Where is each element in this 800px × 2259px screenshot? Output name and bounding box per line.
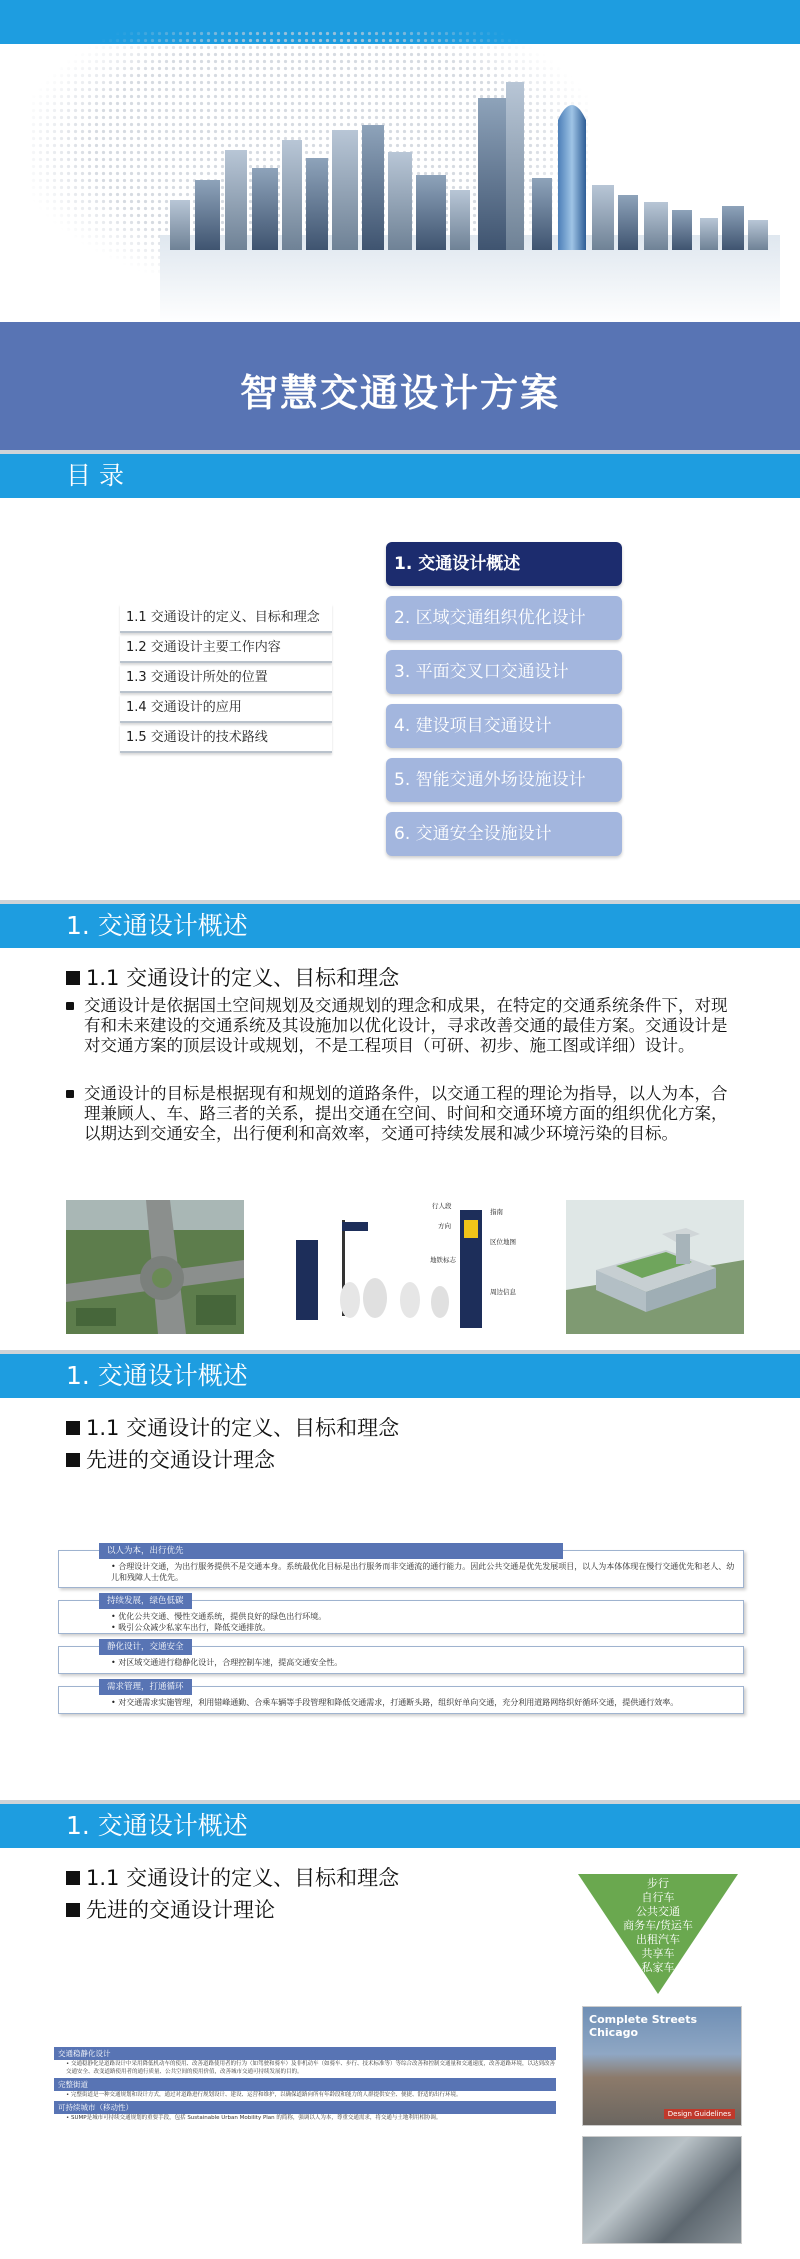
toc-slide: [0, 454, 800, 900]
concept-card-tag: 以人为本，出行优先: [99, 1543, 563, 1559]
concept-card-text: • 合理设计交通，为出行服务提供不是交通本身。系统最优化目标是出行服务而非交通流的通行能力。因此公共交通是优先发展项目，以人为本体体现在慢行交通优先和老人、幼儿和残障人士优先。: [111, 1562, 735, 1582]
section-header-label: 1. 交通设计概述: [66, 1361, 248, 1390]
toc-subsection-list: [120, 604, 332, 754]
concept-card: [58, 1682, 744, 1714]
concept-cards: [58, 1546, 744, 1721]
overview-slide-concepts: [0, 1354, 800, 1800]
toc-chapter-button[interactable]: 2. 区域交通组织优化设计: [386, 596, 622, 640]
toc-header-label: 目 录: [66, 461, 124, 490]
street-crowd-photo: [582, 2136, 742, 2244]
section-header-label: 1. 交通设计概述: [66, 1811, 248, 1840]
toc-subitem[interactable]: 1.3 交通设计所处的位置: [120, 664, 332, 693]
presentation-title: 智慧交通设计方案: [239, 371, 560, 415]
overview-slide-theory: [0, 1804, 800, 2259]
sign-label: 方向: [438, 1222, 451, 1230]
transport-priority-pyramid: [578, 1874, 738, 1976]
photo-subcaption: Design Guidelines: [664, 2109, 735, 2119]
toc-chapter-list: [386, 542, 622, 866]
concept-card-text: • 对交通需求实施管理，利用错峰通勤、合乘车辆等手段管理和降低交通需求，打通断头路，组织好单向交通，充分利用道路网络织好循环交通，提供通行效率。: [111, 1698, 679, 1707]
theory-text: • 交通稳静化是道路设计中采用降低机动车的使用、改善道路使用者的行为（如驾驶和骑车）及非机动车（如骑车、步行、技术标准等）等综合改善和控制交通量和交通速度，改善道路环境，以达到改善交通安全、改变道路使用者的通行质量、公共空间的使用价值，改善城市交通可持续发展的目的。: [66, 2061, 555, 2075]
pyramid-labels: [578, 1874, 738, 1976]
theory-bar: 可持续城市（移动性）: [54, 2101, 556, 2114]
intersection-aerial-image: [66, 1200, 244, 1334]
pyramid-level: 共享车: [641, 1947, 675, 1960]
concept-card: [58, 1546, 744, 1588]
toc-subitem[interactable]: 1.2 交通设计主要工作内容: [120, 634, 332, 663]
section-header: [0, 1354, 800, 1398]
building-rendering-image: [566, 1200, 744, 1334]
theory-text: • SUMP是城市可持续交通规划的重要手段，包括 Sustainable Urban Mobility Plan 的简称，强调以人为本，尊重交通需求，将交通与土地利用相协调。: [66, 2115, 442, 2121]
toc-subitem[interactable]: 1.1 交通设计的定义、目标和理念: [120, 604, 332, 633]
complete-streets-photo: [582, 2006, 742, 2126]
theory-list: [54, 2045, 556, 2122]
section-subtitle: 1.1 交通设计的定义、目标和理念: [66, 1862, 399, 1892]
sign-label: 周边信息: [490, 1288, 516, 1296]
sign-label: 指南: [490, 1208, 503, 1216]
pyramid-level: 公共交通: [636, 1905, 680, 1918]
pyramid-level: 私家车: [641, 1961, 675, 1974]
section-subtitle: 1.1 交通设计的定义、目标和理念: [66, 962, 399, 992]
sign-label: 地铁标志: [430, 1256, 456, 1264]
section-subtitle: 先进的交通设计理论: [66, 1894, 275, 1924]
toc-chapter-button[interactable]: 3. 平面交叉口交通设计: [386, 650, 622, 694]
concept-card: [58, 1642, 744, 1674]
section-header-label: 1. 交通设计概述: [66, 911, 248, 940]
concept-card-tag: 静化设计，交通安全: [99, 1639, 192, 1655]
toc-subitem[interactable]: 1.5 交通设计的技术路线: [120, 724, 332, 753]
concept-card-tag: 需求管理，打通循环: [99, 1679, 192, 1695]
concept-card-text: • 优化公共交通、慢性交通系统，提供良好的绿色出行环境。 • 吸引公众减少私家车出行，降低交通排放。: [111, 1612, 327, 1632]
theory-text: • 完整街道是一种交通规划和设计方式，通过对道路进行规划设计、建设、运营和维护，以确保道路向所有年龄段和能力的人群提供安全、便捷、舒适的出行环境。: [66, 2092, 462, 2098]
toc-chapter-button[interactable]: 6. 交通安全设施设计: [386, 812, 622, 856]
pyramid-level: 自行车: [641, 1891, 675, 1904]
section-header: [0, 1804, 800, 1848]
theory-bar: 交通稳静化设计: [54, 2047, 556, 2060]
photo-caption: Complete Streets Chicago: [589, 2013, 698, 2039]
sign-label: 行人段: [432, 1202, 452, 1210]
definition-paragraph: 交通设计是依据国土空间规划及交通规划的理念和成果，在特定的交通系统条件下，对现有和未来建设的交通系统及其设施加以优化设计，寻求改善交通的最佳方案。交通设计是对交通方案的顶层设计或规划，不是工程项目（可研、初步、施工图或详细）设计。: [84, 996, 734, 1056]
toc-subitem[interactable]: 1.4 交通设计的应用: [120, 694, 332, 723]
city-skyline-image: [160, 80, 780, 250]
section-subtitle: 先进的交通设计理念: [66, 1444, 275, 1474]
toc-header: [0, 454, 800, 498]
wayfinding-sign-image: [290, 1200, 520, 1334]
section-subtitle: 1.1 交通设计的定义、目标和理念: [66, 1412, 399, 1442]
cover-slide: [0, 0, 800, 450]
toc-chapter-button[interactable]: 1. 交通设计概述: [386, 542, 622, 586]
pyramid-level: 商务车/货运车: [623, 1919, 693, 1932]
concept-card-tag: 持续发展，绿色低碳: [99, 1593, 192, 1609]
section-header: [0, 904, 800, 948]
pyramid-level: 步行: [647, 1877, 669, 1890]
concept-card-text: • 对区域交通进行稳静化设计，合理控制车速，提高交通安全性。: [111, 1658, 343, 1667]
toc-chapter-button[interactable]: 5. 智能交通外场设施设计: [386, 758, 622, 802]
pyramid-level: 出租汽车: [636, 1933, 680, 1946]
overview-slide-definition: [0, 904, 800, 1350]
sign-label: 区位地图: [490, 1238, 516, 1246]
concept-card: [58, 1596, 744, 1634]
theory-bar: 完整街道: [54, 2078, 556, 2091]
toc-chapter-button[interactable]: 4. 建设项目交通设计: [386, 704, 622, 748]
goal-paragraph: 交通设计的目标是根据现有和规划的道路条件，以交通工程的理论为指导，以人为本，合理兼顾人、车、路三者的关系，提出交通在空间、时间和交通环境方面的组织优化方案，以期达到交通安全，出行便利和高效率，交通可持续发展和减少环境污染的目标。: [84, 1084, 734, 1144]
